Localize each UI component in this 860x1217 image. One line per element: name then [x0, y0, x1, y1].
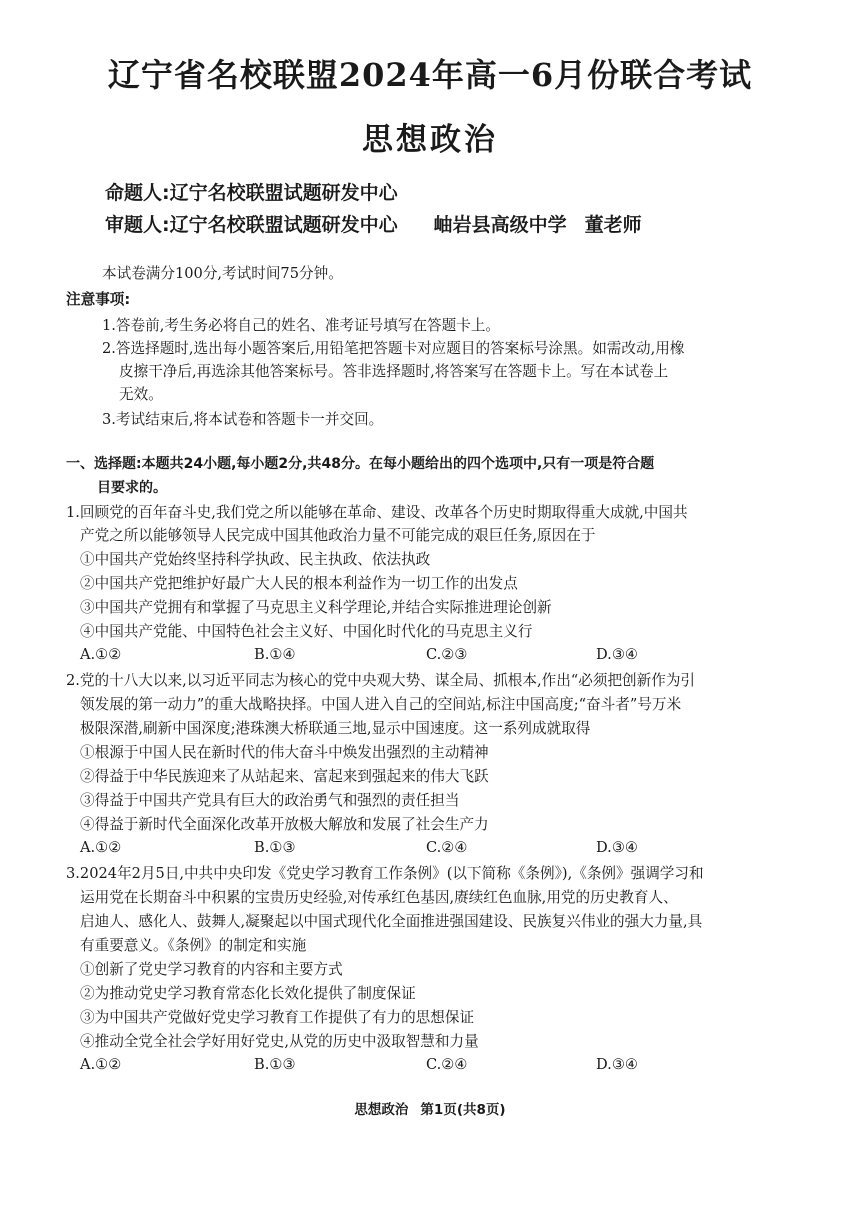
notice-line: 2.答选择题时,选出每小题答案后,用铅笔把答题卡对应题目的答案标号涂黑。如需改动,用橡 [102, 340, 685, 357]
exam-intro: 本试卷满分100分,考试时间75分钟。 [102, 265, 343, 282]
option-a: A.①② [80, 646, 122, 663]
question-stem: 产党之所以能够领导人民完成中国其他政治力量不可能完成的艰巨任务,原因在于 [80, 527, 596, 544]
author-line: 命题人:辽宁名校联盟试题研发中心 [105, 182, 398, 204]
question-item: ④得益于新时代全面深化改革开放极大解放和发展了社会生产力 [80, 816, 489, 833]
option-a: A.①② [80, 839, 122, 856]
page-footer [0, 1098, 860, 1118]
question-stem: 3.2024年2月5日,中共中央印发《党史学习教育工作条例》(以下简称《条例》),《条例》强调学习和 [66, 865, 704, 882]
notice-line: 无效。 [119, 386, 163, 403]
option-b: B.①③ [254, 1056, 296, 1073]
question-item: ④推动全党全社会学好用好党史,从党的历史中汲取智慧和力量 [80, 1033, 479, 1050]
option-a: A.①② [80, 1056, 122, 1073]
footer-page-number: 第1页(共8页) [420, 1102, 506, 1118]
question-item: ③为中国共产党做好党史学习教育工作提供了有力的思想保证 [80, 1009, 475, 1026]
question-stem: 极限深潜,刷新中国深度;港珠澳大桥联通三地,显示中国速度。这一系列成就取得 [80, 720, 591, 737]
question-item: ①根源于中国人民在新时代的伟大奋斗中焕发出强烈的主动精神 [80, 744, 489, 761]
question-stem: 2.党的十八大以来,以习近平同志为核心的党中央观大势、谋全局、抓根本,作出“必须把创新作为引 [66, 672, 696, 689]
option-b: B.①③ [254, 839, 296, 856]
question-stem: 有重要意义。《条例》的制定和实施 [80, 937, 307, 954]
notice-line: 1.答卷前,考生务必将自己的姓名、准考证号填写在答题卡上。 [102, 317, 501, 334]
footer-subject: 思想政治 [354, 1102, 409, 1118]
reviewer-line [105, 210, 642, 237]
option-d: D.③④ [596, 1056, 638, 1073]
question-item: ③中国共产党拥有和掌握了马克思主义科学理论,并结合实际推进理论创新 [80, 599, 552, 616]
question-item: ③得益于中国共产党具有巨大的政治勇气和强烈的责任担当 [80, 792, 460, 809]
question-stem: 1.回顾党的百年奋斗史,我们党之所以能够在革命、建设、改革各个历史时期取得重大成就,中国共 [66, 504, 688, 521]
question-item: ②得益于中华民族迎来了从站起来、富起来到强起来的伟大飞跃 [80, 768, 489, 785]
section-heading-cont: 目要求的。 [97, 480, 167, 496]
question-item: ④中国共产党能、中国特色社会主义好、中国化时代化的马克思主义行 [80, 623, 533, 640]
notice-heading: 注意事项: [66, 291, 131, 308]
section-heading: 一、选择题:本题共24小题,每小题2分,共48分。在每小题给出的四个选项中,只有一项是符合题 [66, 456, 655, 472]
option-c: C.②③ [426, 646, 468, 663]
option-b: B.①④ [254, 646, 296, 663]
reviewer-school: 岫岩县高级中学 [433, 214, 567, 236]
question-stem: 运用党在长期奋斗中积累的宝贵历史经验,对传承红色基因,赓续红色血脉,用党的历史教育人、 [80, 889, 678, 906]
notice-line: 皮擦干净后,再选涂其他答案标号。答非选择题时,将答案写在答题卡上。写在本试卷上 [119, 363, 669, 380]
question-stem: 领发展的第一动力”的重大战略抉择。中国人进入自己的空间站,标注中国高度;“奋斗者”号万米 [80, 696, 682, 713]
reviewer-teacher: 董老师 [584, 214, 642, 236]
question-item: ②中国共产党把维护好最广大人民的根本利益作为一切工作的出发点 [80, 575, 518, 592]
option-d: D.③④ [596, 646, 638, 663]
question-item: ①创新了党史学习教育的内容和主要方式 [80, 961, 343, 978]
question-stem: 启迪人、感化人、鼓舞人,凝聚起以中国式现代化全面推进强国建设、民族复兴伟业的强大力量,具 [80, 913, 703, 930]
notice-line: 3.考试结束后,将本试卷和答题卡一并交回。 [102, 411, 384, 428]
question-item: ②为推动党史学习教育常态化长效化提供了制度保证 [80, 985, 416, 1002]
question-item: ①中国共产党始终坚持科学执政、民主执政、依法执政 [80, 551, 431, 568]
subject-title: 思想政治 [362, 122, 498, 158]
option-c: C.②④ [426, 1056, 468, 1073]
exam-title: 辽宁省名校联盟2024年高一6月份联合考试 [107, 56, 753, 94]
option-c: C.②④ [426, 839, 468, 856]
reviewer-label: 审题人:辽宁名校联盟试题研发中心 [105, 214, 398, 236]
option-d: D.③④ [596, 839, 638, 856]
